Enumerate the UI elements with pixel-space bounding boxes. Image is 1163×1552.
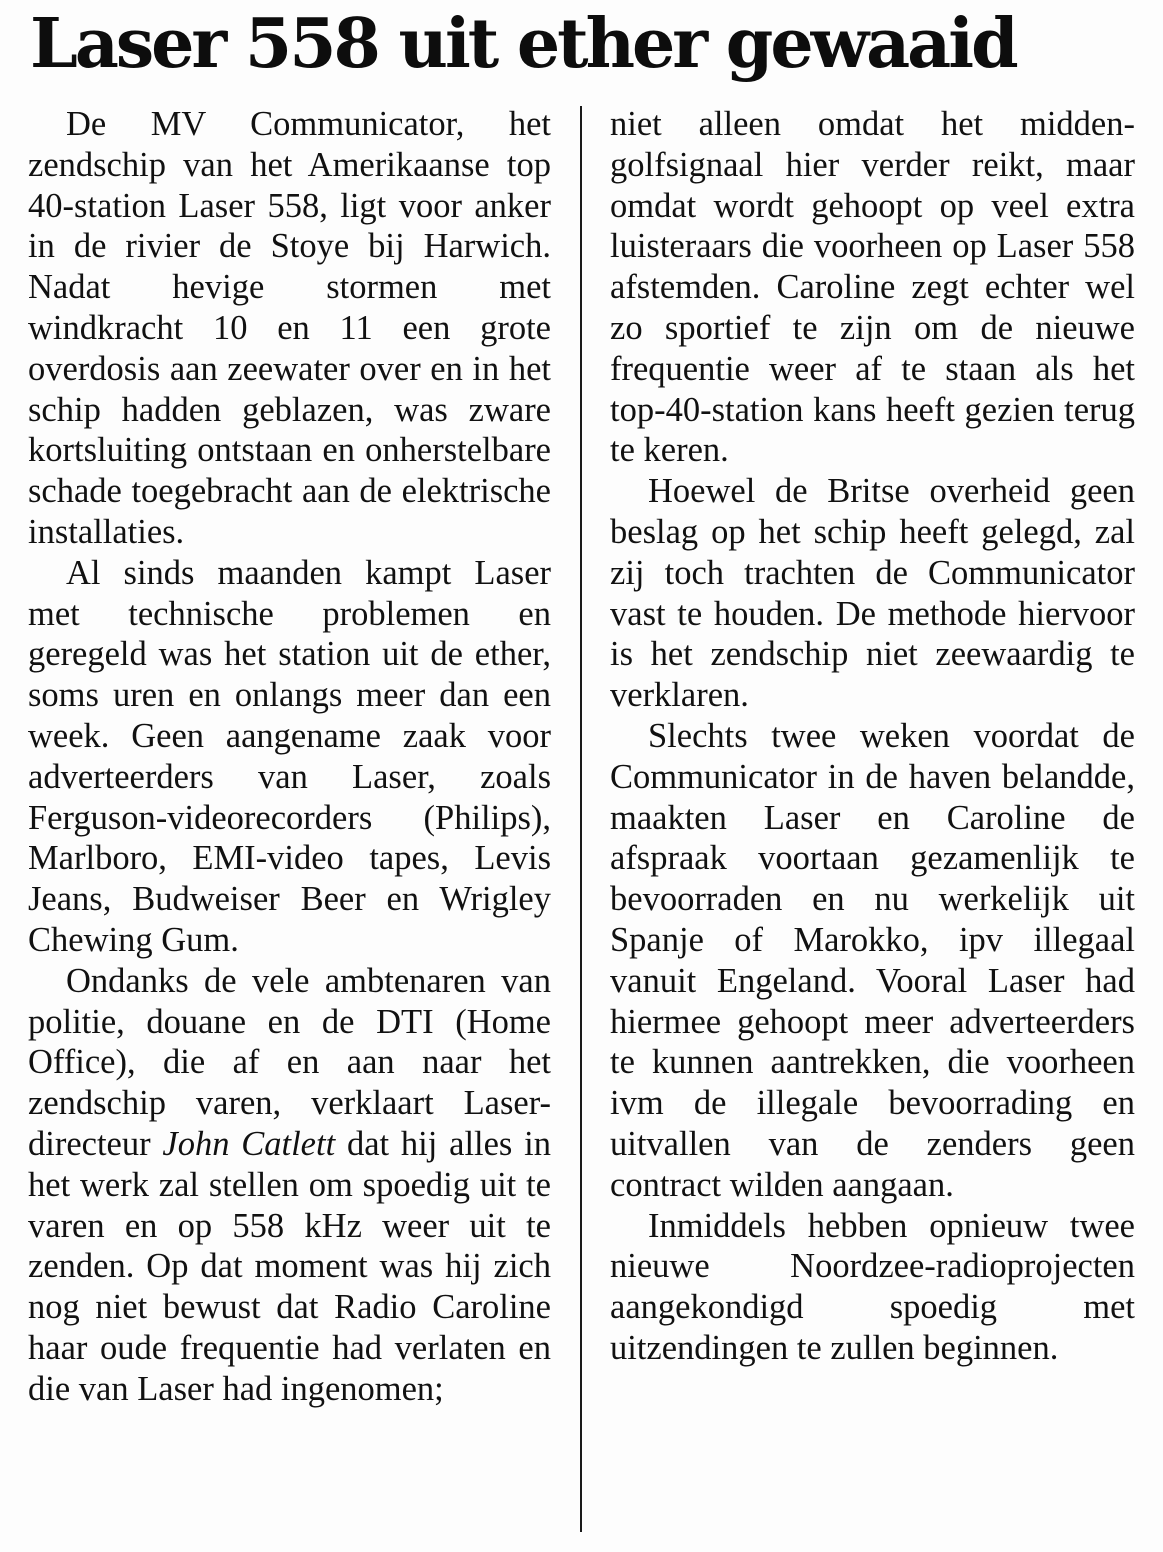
- paragraph: Slechts twee weken voordat de Communicator in de haven belandde, maakten Laser en Caroline de afspraak voortaan gezamenlijk te bevoorraden en nu werkelijk uit Spanje of Marokko, ipv illegaal vanuit Engeland. Vooral Laser had hiermee gehoopt meer adverteerders te kunnen aantrekken, die voorheen ivm de illegale bevoorrading en uitvallen van de zenders geen contract wilden aangaan.: [610, 716, 1135, 1204]
- paragraph: niet alleen omdat het middengolfsignaal hier verder reikt, maar omdat wordt gehoopt op veel extra luisteraars die voorheen op Laser 558 afstemden. Caroline zegt echter wel zo sportief te zijn om de nieuwe frequentie weer af te staan als het top-40-station kans heeft gezien terug te keren.: [610, 105, 1135, 470]
- person-name: John Catlett: [162, 1124, 336, 1163]
- paragraph: Hoewel de Britse overheid geen beslag op het schip heeft gelegd, zal zij toch trachten de Communicator vast te houden. De methode hiervoor is het zendschip niet zeewaardig te verklaren.: [610, 472, 1135, 715]
- paragraph: [28, 961, 551, 1410]
- paragraph: Inmiddels hebben opnieuw twee nieuwe Noordzee-radioprojecten aangekondigd spoedig met uitzendingen te zullen beginnen.: [610, 1206, 1135, 1367]
- headline: Laser 558 uit ether gewaaid: [30, 4, 1016, 84]
- paragraph: De MV Communicator, het zendschip van het Amerikaanse top 40-station Laser 558, ligt voor anker in de rivier de Stoye bij Harwich. Nadat hevige stormen met windkracht 10 en 11 een grote overdosis aan zeewater over en in het schip hadden geblazen, was zware kortsluiting ontstaan en onherstelbare schade toegebracht aan de elektrische installaties.: [28, 105, 551, 551]
- paragraph-text: Ondanks de vele ambtenaren van politie, douane en de DTI (Home Office), die af en aan naar het zendschip varen, verklaart Laser-directeur: [28, 961, 551, 1163]
- paragraph-text: dat hij alles in het werk zal stellen om spoedig uit te varen en op 558 kHz weer uit te zenden. Op dat moment was hij zich nog niet bewust dat Radio Caroline haar oude frequentie had verlaten en die van Laser had ingenomen;: [28, 1124, 551, 1408]
- article-column-left: [28, 104, 551, 1410]
- paragraph: Al sinds maanden kampt Laser met technische problemen en geregeld was het station uit de ether, soms uren en onlangs meer dan een week. Geen aangename zaak voor adverteerders van Laser, zoals Ferguson-videorecorders (Philips), Marlboro, EMI-video tapes, Levis Jeans, Budweiser Beer en Wrigley Chewing Gum.: [28, 553, 551, 959]
- article-column-right: [610, 104, 1135, 1369]
- column-divider: [580, 106, 582, 1532]
